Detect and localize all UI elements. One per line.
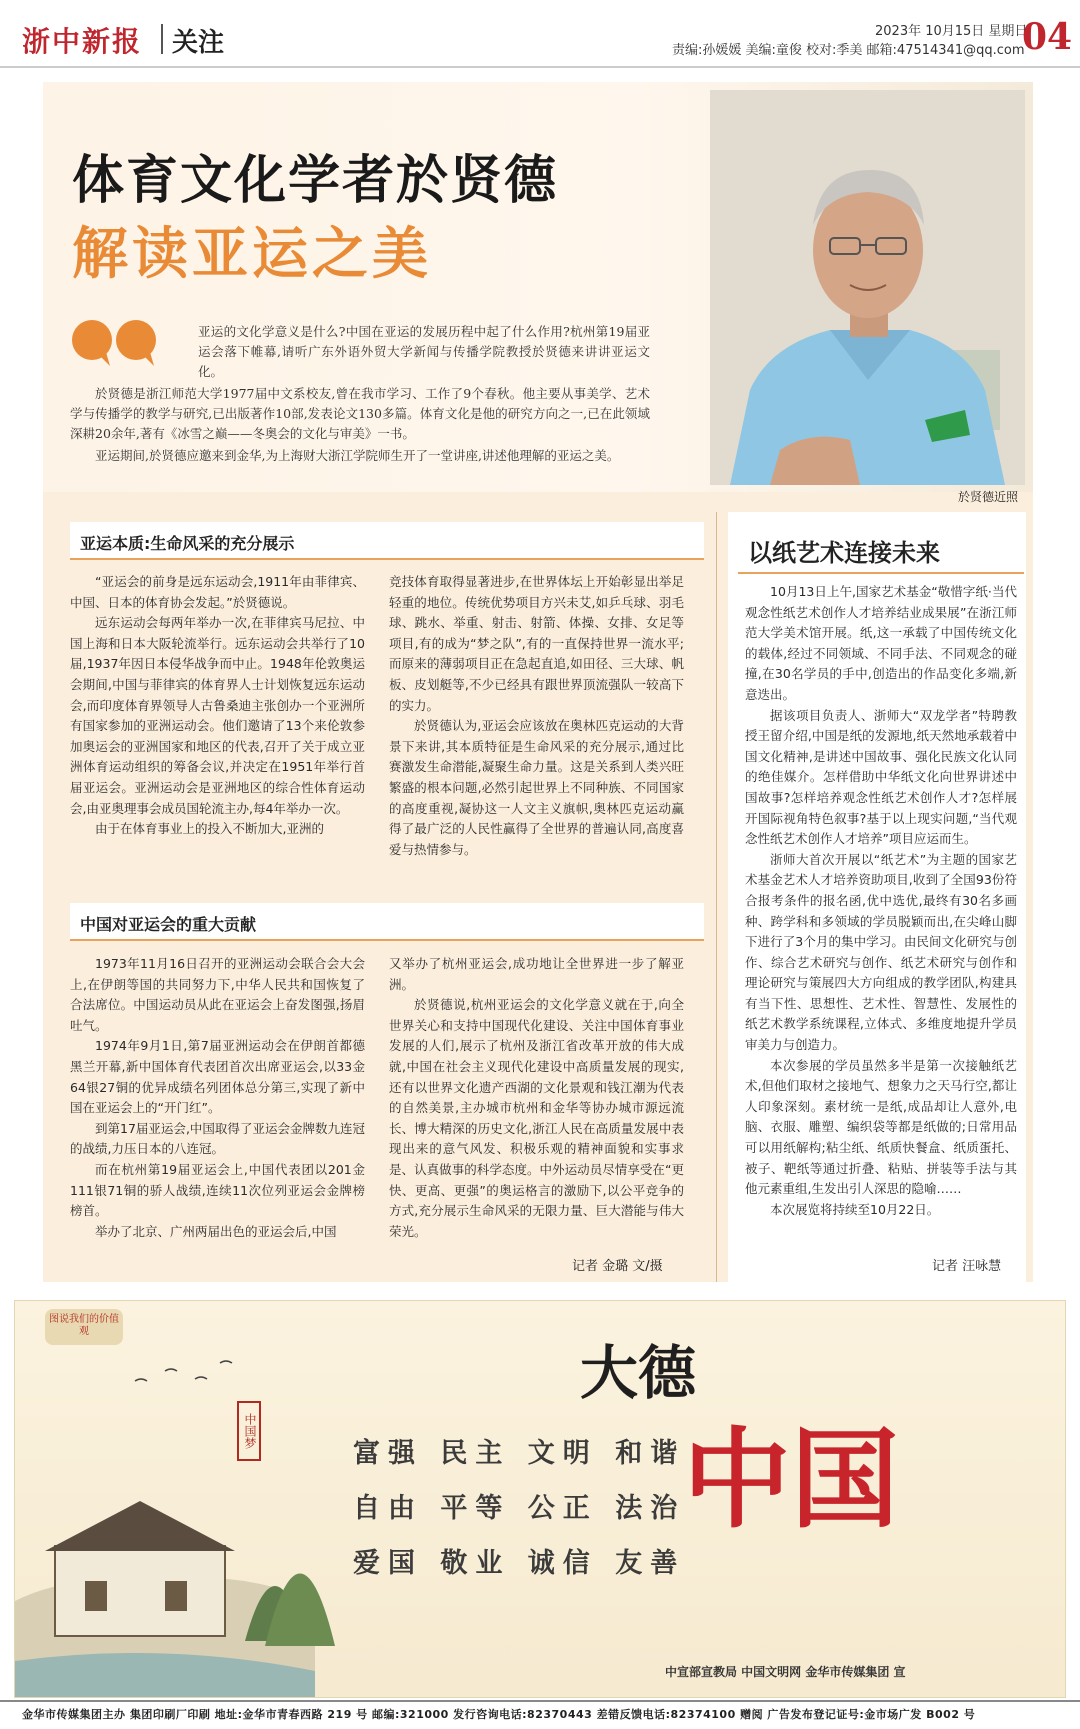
lead-p1: 亚运的文化学意义是什么?中国在亚运的发展历程中起了什么作用?杭州第19届亚运会落下帷幕,请听广东外语外贸大学新闻与传播学院教授於贤德来讲讲亚运文化。 <box>198 324 650 379</box>
paragraph: 1973年11月16日召开的亚洲运动会联合会大会上,在伊朗等国的共同努力下,中华人民共和国恢复了合法席位。中国运动员从此在亚运会上奋发图强,扬眉吐气。 <box>70 956 365 1033</box>
feature-byline: 记者 金璐 文/摄 <box>572 1259 663 1274</box>
ad-seal: 中国梦 <box>237 1401 261 1461</box>
paragraph: 10月13日上午,国家艺术基金“敬惜字纸·当代观念性纸艺术创作人才培养结业成果展”在浙江师范大学美术馆开展。纸,这一承载了中国传统文化的载体,经过不同领域、不同手法、不同观念的碰撞,在30名学员的手中,创造出的作品变化多端,新意迭出。 <box>745 584 1017 702</box>
column-divider <box>716 512 717 1282</box>
section2-left-column <box>70 954 365 1242</box>
paragraph: 竞技体育取得显著进步,在世界体坛上开始彰显出举足轻重的地位。传统优势项目方兴未艾,如乒乓球、羽毛球、跳水、举重、射击、射箭、体操、女排、女足等项目,有的成为“梦之队”,有的一直保持世界一流水平;而原来的薄弱项目正在急起直追,如田径、三大球、帆板、皮划艇等,不少已经具有跟世界顶流强队一较高下的实力。 <box>389 574 684 713</box>
headline: 体育文化学者於贤德 <box>72 151 559 211</box>
paragraph: “亚运会的前身是远东运动会,1911年由菲律宾、中国、日本的体育协会发起。”於贤德说。 <box>70 574 365 610</box>
subheadline: 解读亚运之美 <box>72 222 432 287</box>
lead-p2: 於贤德是浙江师范大学1977届中文系校友,曾在我市学习、工作了9个春秋。他主要从事美学、艺术学与传播学的教学与研究,已出版著作10部,发表论文130多篇。体育文化是他的研究方向之一,已在此领域深耕20余年,著有《冰雪之巅——冬奥会的文化与审美》一书。 <box>70 386 650 441</box>
paragraph: 浙师大首次开展以“纸艺术”为主题的国家艺术基金艺术人才培养资助项目,收到了全国93份符合报考条件的报名函,优中选优,最终有30名多画种、跨学科和多领域的学员脱颖而出,在尖峰山脚下进行了3个月的集中学习。由民间文化研究与创作、综合艺术研究与创作、纸艺术研究与创作和理论研究与策展四大方向组成的教学团队,构建具有当下性、思想性、艺术性、智慧性、发展性的纸艺术教学系统课程,立体式、多维度地提升学员审美力与创造力。 <box>745 851 1017 1053</box>
paragraph: 而在杭州第19届亚运会上,中国代表团以201金111银71铜的骄人战绩,连续11次位列亚运会金牌榜榜首。 <box>70 1161 365 1219</box>
sidebar-title: 以纸艺术连接未来 <box>748 539 940 567</box>
paragraph: 本次参展的学员虽然多半是第一次接触纸艺术,但他们取材之接地气、想象力之天马行空,都让人印象深刻。素材统一是纸,成品却让人意外,电脑、衣服、雕塑、编织袋等都是纸做的;日常用品可以用纸解构;粘尘纸、纸质快餐盒、纸质蛋托、被子、靶纸等通过折叠、粘贴、拼装等手法与其他元素重组,生发出引人深思的隐喻…… <box>745 1057 1017 1197</box>
section1-left-column <box>70 572 365 840</box>
section2-right-column <box>389 954 684 1242</box>
portrait-photo <box>710 90 1025 485</box>
paragraph: 远东运动会每两年举办一次,在菲律宾马尼拉、中国上海和日本大阪轮流举行。远东运动会共举行了10届,1937年因日本侵华战争而中止。1948年伦敦奥运会期间,中国与菲律宾的体育界人士计划恢复远东运动会,而印度体育界领导人古鲁桑迪主张创办一个亚洲所有国家参加的亚洲运动会。他们邀请了13个来伦敦参加奥运会的亚洲国家和地区的代表,召开了关于成立亚洲体育运动组织的筹备会议,并决定在1951年举行首届亚运会。亚洲运动会是亚洲地区的综合性体育运动会,由亚奥理事会成员国轮流主办,每4年举办一次。 <box>70 615 365 816</box>
ad-values-line3: 爱国 敬业 诚信 友善 <box>353 1548 686 1579</box>
lead-p3: 亚运期间,於贤德应邀来到金华,为上海财大浙江学院师生开了一堂讲座,讲述他理解的亚运之美。 <box>95 448 620 463</box>
portrait-illustration <box>710 90 1025 485</box>
sidebar-title-rule <box>738 572 1024 574</box>
lead-paragraph <box>70 322 650 468</box>
paragraph: 1974年9月1日,第7届亚洲运动会在伊朗首都德黑兰开幕,新中国体育代表团首次出席亚运会,以33金64银27铜的优异成绩名列团体总分第三,实现了新中国在亚运会上的“开门红”。 <box>70 1038 365 1116</box>
photo-caption: 於贤德近照 <box>958 490 1019 504</box>
ad-credits: 中宣部宣教局 中国文明网 金华市传媒集团 宣 <box>665 1665 906 1679</box>
paragraph: 由于在体育事业上的投入不断加大,亚洲的 <box>95 821 324 837</box>
sidebar-body <box>745 582 1017 1220</box>
header-rule <box>0 66 1080 68</box>
ad-values-line2: 自由 平等 公正 法治 <box>353 1493 686 1524</box>
section1-heading: 亚运本质:生命风采的充分展示 <box>80 534 295 553</box>
landscape-painting <box>15 1301 375 1697</box>
paragraph: 到第17届亚运会,中国取得了亚运会金牌数九连冠的战绩,力压日本的八连冠。 <box>70 1120 365 1157</box>
ad-corner-badge: 图说我们的价值观 <box>45 1309 123 1345</box>
section1-right-column <box>389 572 684 860</box>
public-service-ad <box>14 1300 1066 1698</box>
section2-heading: 中国对亚运会的重大贡献 <box>80 915 257 934</box>
paragraph: 本次展览将持续至10月22日。 <box>770 1201 940 1217</box>
ad-values-line1: 富强 民主 文明 和谐 <box>353 1438 686 1469</box>
paragraph: 举办了北京、广州两届出色的亚运会后,中国 <box>95 1223 337 1239</box>
section-name: 关注 <box>172 28 225 58</box>
issue-date: 2023年 10月15日 星期日 <box>875 24 1028 39</box>
paragraph: 於贤德说,杭州亚运会的文化学意义就在于,向全世界关心和支持中国现代化建设、关注中国体育事业发展的人们,展示了杭州及浙江省改革开放的伟大成就,中国在社会主义现代化建设中高质量发展的现实,还有以世界文化遗产西湖的文化景观和钱江潮为代表的自然美景,主办城市杭州和金华等协办城市源远流长、博大精深的历史文化,浙江人民在高质量发展中表现出来的意气风发、积极乐观的精神面貌和实事求是、认真做事的科学态度。中外运动员尽情享受在“更快、更高、更强”的奥运格言的激励下,以公平竞争的方式,充分展示生命风采的无限力量、巨大潜能与伟大荣光。 <box>389 997 684 1239</box>
ad-headline-small: 大德 <box>580 1339 697 1407</box>
paragraph: 於贤德认为,亚运会应该放在奥林匹克运动的大背景下来讲,其本质特征是生命风采的充分展示,通过比赛激发生命潜能,凝聚生命力量。这是关系到人类兴旺繁盛的根本问题,必然引起世界上不同种族、不同国家的高度重视,凝协这一人文主义旗帜,奥林匹克运动赢得了最广泛的人民性赢得了全世界的普遍认同,高度喜爱与热情参与。 <box>389 718 684 857</box>
paragraph: 据该项目负责人、浙师大“双龙学者”特聘教授王留介绍,中国是纸的发源地,纸天然地承载着中国文化精神,是讲述中国故事、强化民族文化认同的绝佳媒介。怎样借助中华纸文化向世界讲述中国故事?怎样培养观念性纸艺术创作人才?怎样展开国际视角特色叙事?基于以上现实问题,“当代观念性纸艺术创作人才培养”项目应运而生。 <box>745 707 1017 847</box>
sidebar-byline: 记者 汪咏慧 <box>932 1259 1002 1274</box>
masthead: 浙中新报 <box>22 25 143 58</box>
footer-imprint: 金华市传媒集团主办 集团印刷厂印刷 地址:金华市青春西路 219 号 邮编:321000 发行咨询电话:82370443 差错反馈电话:82374100 赠阅 广告发布登记证号:金市场广发 B002 号 <box>22 1708 976 1721</box>
ad-headline-big: 中国 <box>683 1417 900 1543</box>
editor-credits: 责编:孙媛媛 美编:童俊 校对:季美 邮箱:47514341@qq.com <box>672 43 1025 58</box>
page-number: 04 <box>1022 16 1073 58</box>
masthead-divider <box>161 24 163 54</box>
paragraph: 又举办了杭州亚运会,成功地让全世界进一步了解亚洲。 <box>389 956 684 992</box>
